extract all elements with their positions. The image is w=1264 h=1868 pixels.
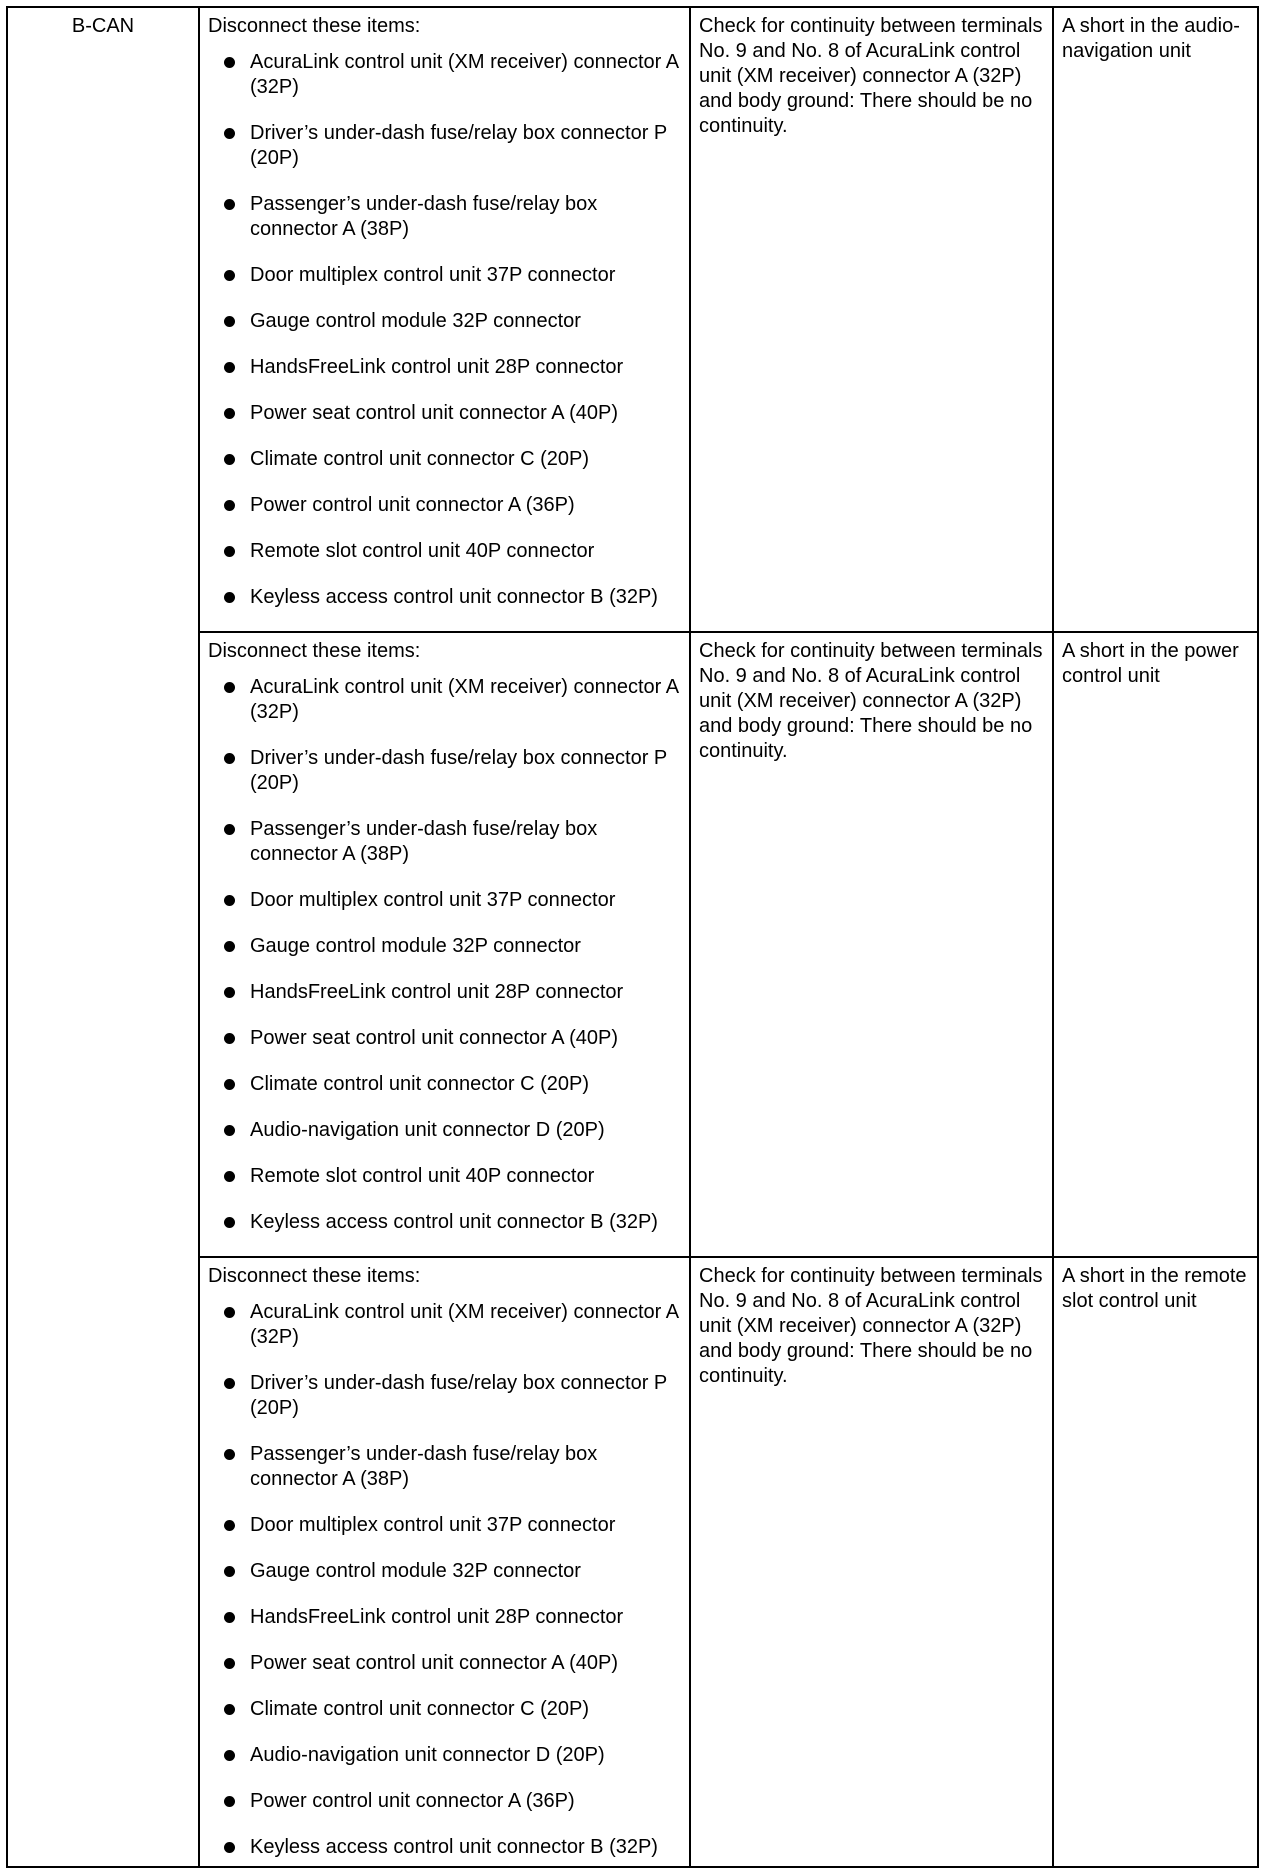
check-text: Check for continuity between terminals No. 9 and No. 8 of AcuraLink control unit (XM receiver) connector A (32P) and body ground: There should be no continuity.: [699, 640, 1043, 762]
bullet-icon: [224, 592, 235, 603]
cause-cell: [1053, 1257, 1258, 1867]
list-item-text: Keyless access control unit connector B (32P): [250, 1211, 658, 1233]
bullet-icon: [224, 316, 235, 327]
disconnect-intro: Disconnect these items:: [208, 640, 421, 662]
bullet-icon: [224, 987, 235, 998]
list-item-text: Power seat control unit connector A (40P): [250, 1027, 618, 1049]
bullet-icon: [224, 128, 235, 139]
bullet-icon: [224, 1079, 235, 1090]
bullet-icon: [224, 362, 235, 373]
list-item: [208, 192, 681, 242]
bullet-icon: [224, 1796, 235, 1807]
bullet-icon: [224, 1842, 235, 1853]
list-item: [208, 1835, 681, 1860]
list-item-text: Door multiplex control unit 37P connector: [250, 264, 616, 286]
list-item-text: Climate control unit connector C (20P): [250, 448, 590, 470]
list-item-text: HandsFreeLink control unit 28P connector: [250, 356, 624, 378]
list-item: [208, 263, 681, 288]
list-item: [208, 1026, 681, 1051]
bullet-icon: [224, 682, 235, 693]
list-item-text: AcuraLink control unit (XM receiver) connector A (32P): [250, 51, 678, 98]
check-cell: [690, 632, 1053, 1257]
bullet-icon: [224, 1566, 235, 1577]
list-item-text: Remote slot control unit 40P connector: [250, 1165, 595, 1187]
list-item-text: Gauge control module 32P connector: [250, 310, 581, 332]
disconnect-cell: [199, 632, 690, 1257]
bullet-icon: [224, 1033, 235, 1044]
list-item: [208, 493, 681, 518]
list-item: [208, 585, 681, 610]
check-cell: [690, 1257, 1053, 1867]
list-item-text: Keyless access control unit connector B (32P): [250, 586, 658, 608]
list-item: [208, 1164, 681, 1189]
list-item: [208, 980, 681, 1005]
disconnect-list: [208, 1300, 681, 1860]
list-item-text: Door multiplex control unit 37P connector: [250, 889, 616, 911]
list-item-text: AcuraLink control unit (XM receiver) connector A (32P): [250, 1301, 678, 1348]
list-item: [208, 1605, 681, 1630]
list-item: [208, 1442, 681, 1492]
list-item-text: Climate control unit connector C (20P): [250, 1698, 590, 1720]
bullet-icon: [224, 895, 235, 906]
table-row: [7, 7, 1258, 632]
list-item-text: Passenger’s under-dash fuse/relay box connector A (38P): [250, 818, 598, 865]
bullet-icon: [224, 1378, 235, 1389]
bullet-icon: [224, 408, 235, 419]
list-item: [208, 1789, 681, 1814]
disconnect-list: [208, 50, 681, 610]
bullet-icon: [224, 500, 235, 511]
list-item: [208, 355, 681, 380]
list-item-text: Driver’s under-dash fuse/relay box connector P (20P): [250, 747, 667, 794]
list-item: [208, 50, 681, 100]
bullet-icon: [224, 1520, 235, 1531]
list-item: [208, 817, 681, 867]
list-item: [208, 888, 681, 913]
bullet-icon: [224, 1658, 235, 1669]
list-item: [208, 447, 681, 472]
disconnect-cell: [199, 7, 690, 632]
list-item: [208, 1371, 681, 1421]
bullet-icon: [224, 454, 235, 465]
disconnect-list: [208, 675, 681, 1235]
list-item: [208, 746, 681, 796]
list-item: [208, 1072, 681, 1097]
bullet-icon: [224, 1750, 235, 1761]
list-item-text: Gauge control module 32P connector: [250, 935, 581, 957]
list-item-text: Audio-navigation unit connector D (20P): [250, 1119, 605, 1141]
bullet-icon: [224, 1171, 235, 1182]
bullet-icon: [224, 824, 235, 835]
list-item-text: Passenger’s under-dash fuse/relay box connector A (38P): [250, 1443, 598, 1490]
list-item-text: Climate control unit connector C (20P): [250, 1073, 590, 1095]
list-item-text: HandsFreeLink control unit 28P connector: [250, 1606, 624, 1628]
list-item-text: Driver’s under-dash fuse/relay box connector P (20P): [250, 1372, 667, 1419]
list-item: [208, 934, 681, 959]
bullet-icon: [224, 1449, 235, 1460]
system-cell: B-CAN: [7, 7, 199, 1867]
check-cell: [690, 7, 1053, 632]
disconnect-intro: Disconnect these items:: [208, 15, 421, 37]
bullet-icon: [224, 1704, 235, 1715]
list-item: [208, 1651, 681, 1676]
list-item-text: AcuraLink control unit (XM receiver) connector A (32P): [250, 676, 678, 723]
check-text: Check for continuity between terminals No. 9 and No. 8 of AcuraLink control unit (XM receiver) connector A (32P) and body ground: There should be no continuity.: [699, 1265, 1043, 1387]
bullet-icon: [224, 753, 235, 764]
list-item-text: Audio-navigation unit connector D (20P): [250, 1744, 605, 1766]
list-item-text: Power seat control unit connector A (40P): [250, 402, 618, 424]
bullet-icon: [224, 1612, 235, 1623]
bullet-icon: [224, 1125, 235, 1136]
cause-text: A short in the remote slot control unit: [1062, 1265, 1247, 1312]
list-item-text: Power control unit connector A (36P): [250, 494, 575, 516]
bullet-icon: [224, 546, 235, 557]
list-item: [208, 1300, 681, 1350]
cause-text: A short in the audio-navigation unit: [1062, 15, 1240, 62]
list-item: [208, 1210, 681, 1235]
bullet-icon: [224, 270, 235, 281]
bullet-icon: [224, 941, 235, 952]
list-item-text: Power control unit connector A (36P): [250, 1790, 575, 1812]
list-item: [208, 401, 681, 426]
cause-cell: [1053, 7, 1258, 632]
troubleshooting-table: [6, 6, 1259, 1868]
disconnect-intro: Disconnect these items:: [208, 1265, 421, 1287]
list-item-text: Remote slot control unit 40P connector: [250, 540, 595, 562]
list-item: [208, 539, 681, 564]
list-item-text: Passenger’s under-dash fuse/relay box connector A (38P): [250, 193, 598, 240]
list-item: [208, 675, 681, 725]
disconnect-cell: [199, 1257, 690, 1867]
bullet-icon: [224, 57, 235, 68]
list-item: [208, 1118, 681, 1143]
list-item: [208, 121, 681, 171]
cause-cell: [1053, 632, 1258, 1257]
list-item: [208, 1697, 681, 1722]
cause-text: A short in the power control unit: [1062, 640, 1239, 687]
bullet-icon: [224, 1307, 235, 1318]
list-item-text: Power seat control unit connector A (40P): [250, 1652, 618, 1674]
list-item: [208, 1559, 681, 1584]
list-item: [208, 1513, 681, 1538]
list-item-text: Door multiplex control unit 37P connector: [250, 1514, 616, 1536]
bullet-icon: [224, 199, 235, 210]
list-item-text: Gauge control module 32P connector: [250, 1560, 581, 1582]
list-item-text: Keyless access control unit connector B (32P): [250, 1836, 658, 1858]
bullet-icon: [224, 1217, 235, 1228]
list-item: [208, 1743, 681, 1768]
list-item-text: Driver’s under-dash fuse/relay box connector P (20P): [250, 122, 667, 169]
list-item-text: HandsFreeLink control unit 28P connector: [250, 981, 624, 1003]
list-item: [208, 309, 681, 334]
check-text: Check for continuity between terminals No. 9 and No. 8 of AcuraLink control unit (XM receiver) connector A (32P) and body ground: There should be no continuity.: [699, 15, 1043, 137]
